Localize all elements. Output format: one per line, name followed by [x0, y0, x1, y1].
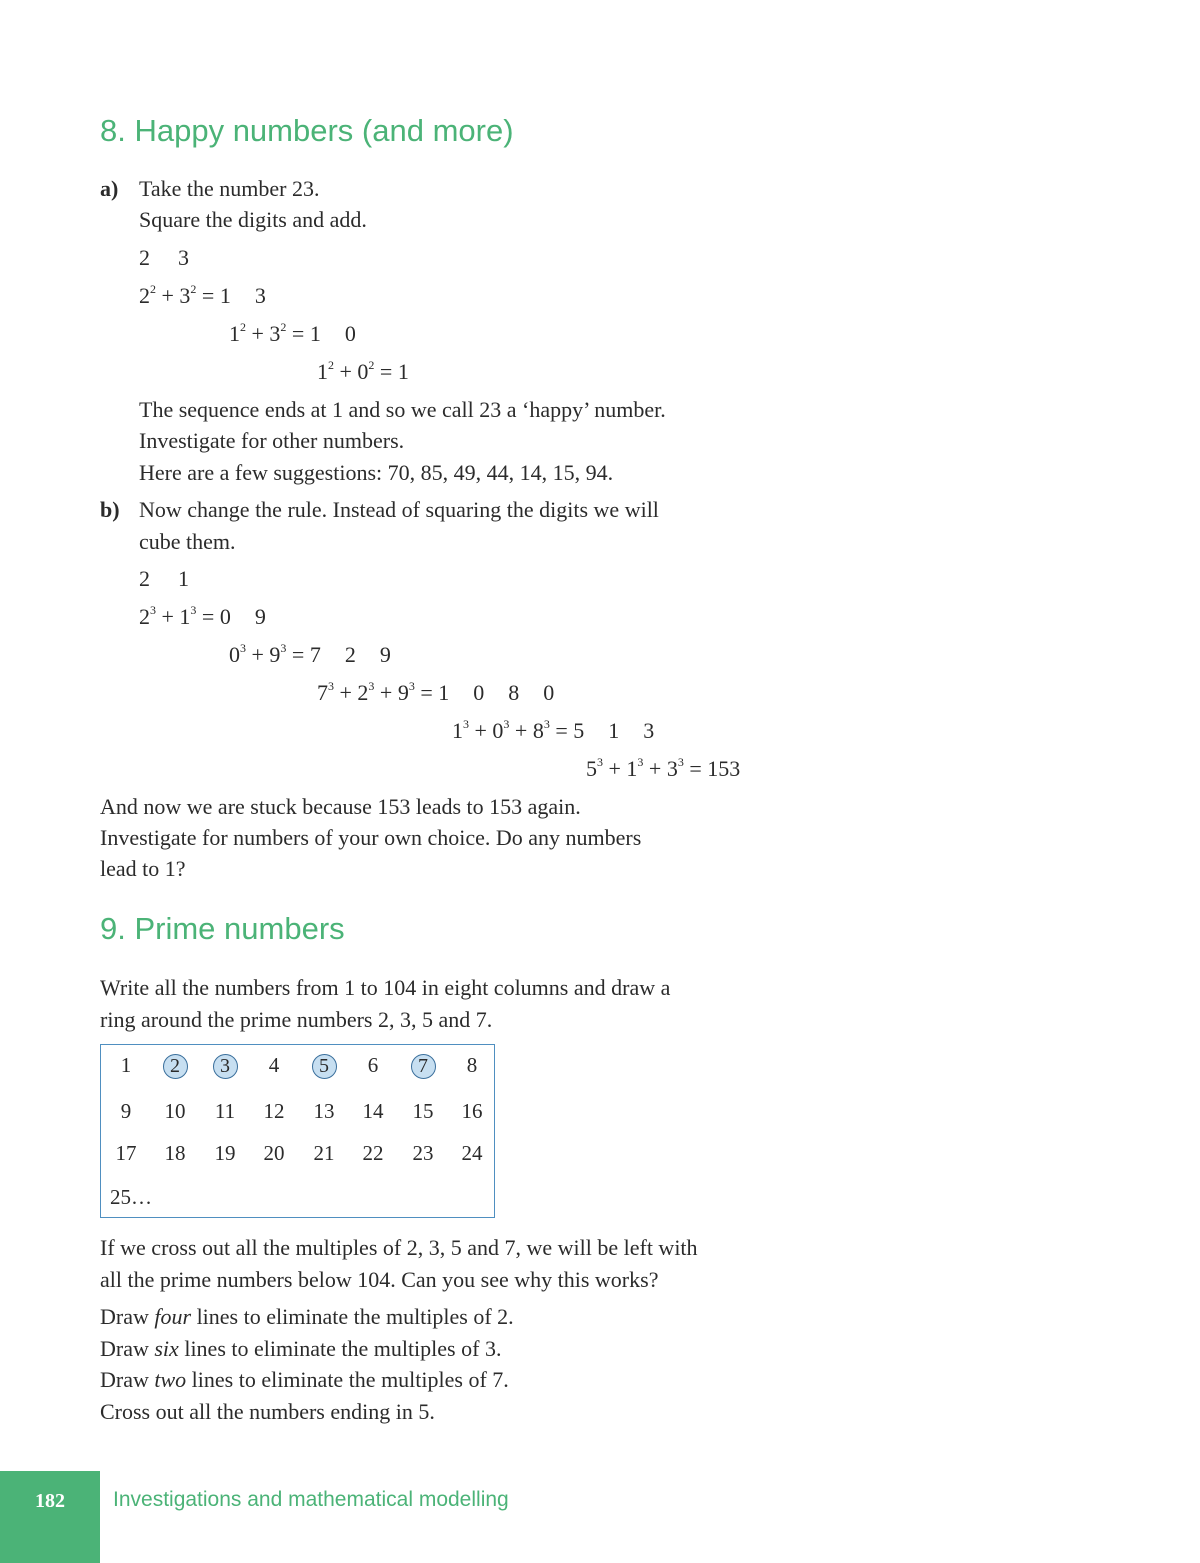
- b-digits: 2 1: [139, 566, 189, 591]
- grid-cell: [405, 1141, 441, 1166]
- a-step-1: $2^2 + 3^2 = 1$ 3: [139, 282, 266, 308]
- prime-ring: 7: [411, 1054, 436, 1079]
- part-b-line-2: cube them.: [139, 529, 236, 554]
- prime-ring: 3: [213, 1054, 238, 1079]
- a-conclusion-2: Investigate for other numbers.: [139, 428, 405, 453]
- draw-line-4: Cross out all the numbers ending in 5.: [100, 1399, 435, 1424]
- grid-cell: [306, 1053, 342, 1079]
- grid-number: 13: [313, 1099, 335, 1123]
- page-number: 182: [35, 1490, 65, 1512]
- grid-number: 11: [214, 1099, 236, 1123]
- number-grid-box: [100, 1044, 495, 1218]
- grid-cell: [454, 1099, 490, 1124]
- a-step-2: $1^2 + 3^2 = 1$ 0: [229, 320, 356, 346]
- grid-cell: [157, 1099, 193, 1124]
- b-conclusion-2: Investigate for numbers of your own choice. Do any numbers: [100, 825, 642, 850]
- grid-cell: [207, 1053, 243, 1079]
- b-step-2: $0^3 + 9^3 = 7$ 2 9: [229, 641, 391, 667]
- s9-intro-1: Write all the numbers from 1 to 104 in eight columns and draw a: [100, 975, 671, 1000]
- grid-cell: [108, 1099, 144, 1124]
- grid-cell: [355, 1099, 391, 1124]
- draw-line-3: Draw two lines to eliminate the multiples of 7.: [100, 1367, 509, 1392]
- grid-cell: [256, 1141, 292, 1166]
- grid-cell: [207, 1141, 243, 1166]
- part-a-label: a): [100, 176, 119, 201]
- a-conclusion-1: The sequence ends at 1 and so we call 23 a ‘happy’ number.: [139, 397, 666, 422]
- grid-number: 10: [164, 1099, 186, 1123]
- grid-cell: [405, 1099, 441, 1124]
- grid-number: 21: [313, 1141, 335, 1165]
- footer-title: Investigations and mathematical modelling: [113, 1488, 509, 1511]
- grid-cell: [256, 1053, 292, 1078]
- part-b-label: b): [100, 497, 120, 522]
- grid-number: 14: [362, 1099, 384, 1123]
- grid-number: 23: [412, 1141, 434, 1165]
- grid-cell: [454, 1141, 490, 1166]
- grid-cell: [108, 1141, 144, 1166]
- grid-cell: [355, 1053, 391, 1078]
- grid-number: 8: [466, 1053, 478, 1077]
- grid-number: 20: [263, 1141, 285, 1165]
- grid-number: 1: [120, 1053, 132, 1077]
- prime-ring: 5: [312, 1054, 337, 1079]
- a-step-3: $1^2 + 0^2 = 1$: [317, 358, 409, 384]
- grid-cell: [256, 1099, 292, 1124]
- part-a-line-2: Square the digits and add.: [139, 207, 367, 232]
- a-digits: 2 3: [139, 245, 189, 270]
- s9-para-1: If we cross out all the multiples of 2, 3, 5 and 7, we will be left with: [100, 1235, 698, 1260]
- b-step-4: $1^3 + 0^3 + 8^3 = 5$ 1 3: [452, 717, 655, 743]
- b-conclusion-3: lead to 1?: [100, 856, 186, 881]
- grid-cell: [355, 1141, 391, 1166]
- prime-ring: 2: [163, 1054, 188, 1079]
- grid-number: 22: [362, 1141, 384, 1165]
- s9-intro-2: ring around the prime numbers 2, 3, 5 and 7.: [100, 1007, 493, 1032]
- grid-number: 24: [461, 1141, 483, 1165]
- grid-number: 17: [115, 1141, 137, 1165]
- b-conclusion-1: And now we are stuck because 153 leads to 153 again.: [100, 794, 581, 819]
- grid-number: 18: [164, 1141, 186, 1165]
- section-9-title: 9. Prime numbers: [100, 911, 345, 946]
- s9-para-2: all the prime numbers below 104. Can you see why this works?: [100, 1267, 659, 1292]
- b-step-5: $5^3 + 1^3 + 3^3 = 153$: [586, 755, 741, 781]
- part-a-line-1: Take the number 23.: [139, 176, 320, 201]
- grid-number: 15: [412, 1099, 434, 1123]
- a-conclusion-3: Here are a few suggestions: 70, 85, 49, 44, 14, 15, 94.: [139, 460, 614, 485]
- grid-cell: [306, 1141, 342, 1166]
- b-step-1: $2^3 + 1^3 = 0$ 9: [139, 603, 266, 629]
- grid-cell: [108, 1053, 144, 1078]
- footer-accent-bar: [0, 1471, 100, 1563]
- grid-number: 6: [367, 1053, 379, 1077]
- b-step-3: $7^3 + 2^3 + 9^3 = 1$ 0 8 0: [317, 679, 555, 705]
- grid-cell: [454, 1053, 490, 1078]
- grid-cell: [157, 1053, 193, 1079]
- grid-number: 16: [461, 1099, 483, 1123]
- draw-line-2: Draw six lines to eliminate the multiples of 3.: [100, 1336, 502, 1361]
- grid-number: 12: [263, 1099, 285, 1123]
- grid-number: 4: [268, 1053, 280, 1077]
- grid-number: 19: [214, 1141, 236, 1165]
- grid-continuation: 25…: [110, 1185, 152, 1209]
- grid-cell: [405, 1053, 441, 1079]
- grid-number: 9: [120, 1099, 132, 1123]
- draw-line-1: Draw four lines to eliminate the multiples of 2.: [100, 1304, 514, 1329]
- part-b-line-1: Now change the rule. Instead of squaring the digits we will: [139, 497, 659, 522]
- grid-cell: [306, 1099, 342, 1124]
- grid-cell: [157, 1141, 193, 1166]
- grid-cell: [207, 1099, 243, 1124]
- section-8-title: 8. Happy numbers (and more): [100, 113, 514, 148]
